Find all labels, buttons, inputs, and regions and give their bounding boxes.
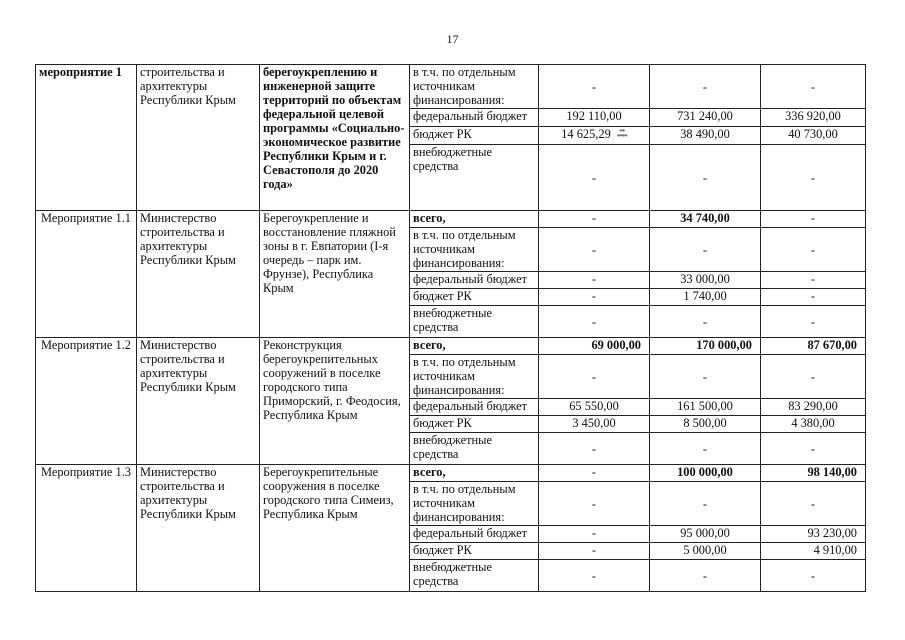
value-cell: - <box>539 433 650 465</box>
table-row <box>36 465 866 482</box>
value-cell: - <box>650 65 761 109</box>
source-label: бюджет РК <box>410 289 539 306</box>
event-name-cell: Берегоукрепление и восстановление пляжной зоны в г. Евпатории (I-я очередь – парк им. Фрунзе), Республика Крым <box>260 211 410 338</box>
source-label: федеральный бюджет <box>410 109 539 127</box>
value-cell: 87 670,00 <box>761 338 866 355</box>
executor-cell: Министерство строительства и архитектуры Республики Крым <box>137 465 260 592</box>
value-cell: 93 230,00 <box>761 526 866 543</box>
source-label: внебюджетные средства <box>410 433 539 465</box>
value-cell: 5 000,00 <box>650 543 761 560</box>
event-name-cell: берегоукреплению и инженерной защите территорий по объектам федеральной целевой программы «Социально-экономическое развитие Республики Крым и г. Севастополя до 2020 года» <box>260 65 410 211</box>
source-label: внебюджетные средства <box>410 560 539 592</box>
value-cell: - <box>650 482 761 526</box>
value-cell: - <box>539 560 650 592</box>
value-cell: - <box>650 145 761 211</box>
value-cell: 4 910,00 <box>761 543 866 560</box>
value-cell: - <box>761 433 866 465</box>
footnote-mark: ** **** <box>616 128 627 142</box>
source-label: всего, <box>410 465 539 482</box>
value-cell: - <box>650 228 761 272</box>
value-cell: 98 140,00 <box>761 465 866 482</box>
value-cell: - <box>761 289 866 306</box>
value-cell: - <box>539 65 650 109</box>
value-cell: 161 500,00 <box>650 399 761 416</box>
value-cell: 34 740,00 <box>650 211 761 228</box>
value-cell: - <box>539 526 650 543</box>
value-cell: 69 000,00 <box>539 338 650 355</box>
value-cell: - <box>650 433 761 465</box>
value-cell: - <box>539 482 650 526</box>
source-label: федеральный бюджет <box>410 526 539 543</box>
source-label: внебюджетные средства <box>410 306 539 338</box>
source-label: всего, <box>410 338 539 355</box>
value-cell: - <box>539 306 650 338</box>
table-row <box>36 65 866 109</box>
value-cell: - <box>761 306 866 338</box>
source-label: всего, <box>410 211 539 228</box>
source-label: в т.ч. по отдельным источникам финансирования: <box>410 228 539 272</box>
table-row <box>36 211 866 228</box>
value-cell: - <box>650 560 761 592</box>
value-cell: - <box>539 465 650 482</box>
page-number: 17 <box>446 32 459 46</box>
value-cell: 336 920,00 <box>761 109 866 127</box>
executor-cell: Министерство строительства и архитектуры Республики Крым <box>137 211 260 338</box>
value-cell: 170 000,00 <box>650 338 761 355</box>
event-label: мероприятие 1 <box>36 65 137 211</box>
event-label: Мероприятие 1.1 <box>36 211 137 338</box>
value-cell: - <box>761 272 866 289</box>
value-cell: - <box>761 482 866 526</box>
value-cell: 95 000,00 <box>650 526 761 543</box>
value-cell: - <box>761 560 866 592</box>
value-cell: - <box>761 145 866 211</box>
event-name-cell: Берегоукрепительные сооружения в поселке городского типа Симеиз, Республика Крым <box>260 465 410 592</box>
event-label: Мероприятие 1.3 <box>36 465 137 592</box>
source-label: бюджет РК <box>410 543 539 560</box>
value-cell: 100 000,00 <box>650 465 761 482</box>
source-label: в т.ч. по отдельным источникам финансирования: <box>410 355 539 399</box>
value-cell: - <box>761 355 866 399</box>
value-cell: - <box>539 543 650 560</box>
source-label: в т.ч. по отдельным источникам финансирования: <box>410 482 539 526</box>
budget-table <box>35 64 866 592</box>
value-cell: 38 490,00 <box>650 127 761 145</box>
event-name-cell: Реконструкция берегоукрепительных сооружений в поселке городского типа Приморский, г. Феодосия, Республика Крым <box>260 338 410 465</box>
value-cell: - <box>761 211 866 228</box>
value-cell: 4 380,00 <box>761 416 866 433</box>
value-cell: - <box>650 355 761 399</box>
value-cell: 40 730,00 <box>761 127 866 145</box>
source-label: федеральный бюджет <box>410 399 539 416</box>
value-cell: 8 500,00 <box>650 416 761 433</box>
source-label: в т.ч. по отдельным источникам финансирования: <box>410 65 539 109</box>
executor-cell: строительства и архитектуры Республики Крым <box>137 65 260 211</box>
source-label: внебюджетные средства <box>410 145 539 211</box>
value-cell: 1 740,00 <box>650 289 761 306</box>
value-cell: - <box>539 228 650 272</box>
value-cell: 65 550,00 <box>539 399 650 416</box>
value-cell: - <box>539 289 650 306</box>
value-cell: - <box>761 228 866 272</box>
value-cell: - <box>650 306 761 338</box>
value-cell: - <box>539 145 650 211</box>
value-cell: - <box>539 355 650 399</box>
value-cell: 3 450,00 <box>539 416 650 433</box>
value-cell: - <box>539 272 650 289</box>
value-cell: 192 110,00 <box>539 109 650 127</box>
value-cell: 731 240,00 <box>650 109 761 127</box>
source-label: федеральный бюджет <box>410 272 539 289</box>
value-text: 14 625,29 <box>561 127 611 141</box>
source-label: бюджет РК <box>410 416 539 433</box>
value-cell: 33 000,00 <box>650 272 761 289</box>
value-cell: - <box>761 65 866 109</box>
table-row <box>36 338 866 355</box>
value-cell: - <box>539 211 650 228</box>
value-cell <box>539 127 650 145</box>
executor-cell: Министерство строительства и архитектуры Республики Крым <box>137 338 260 465</box>
event-label: Мероприятие 1.2 <box>36 338 137 465</box>
value-cell: 83 290,00 <box>761 399 866 416</box>
source-label: бюджет РК <box>410 127 539 145</box>
